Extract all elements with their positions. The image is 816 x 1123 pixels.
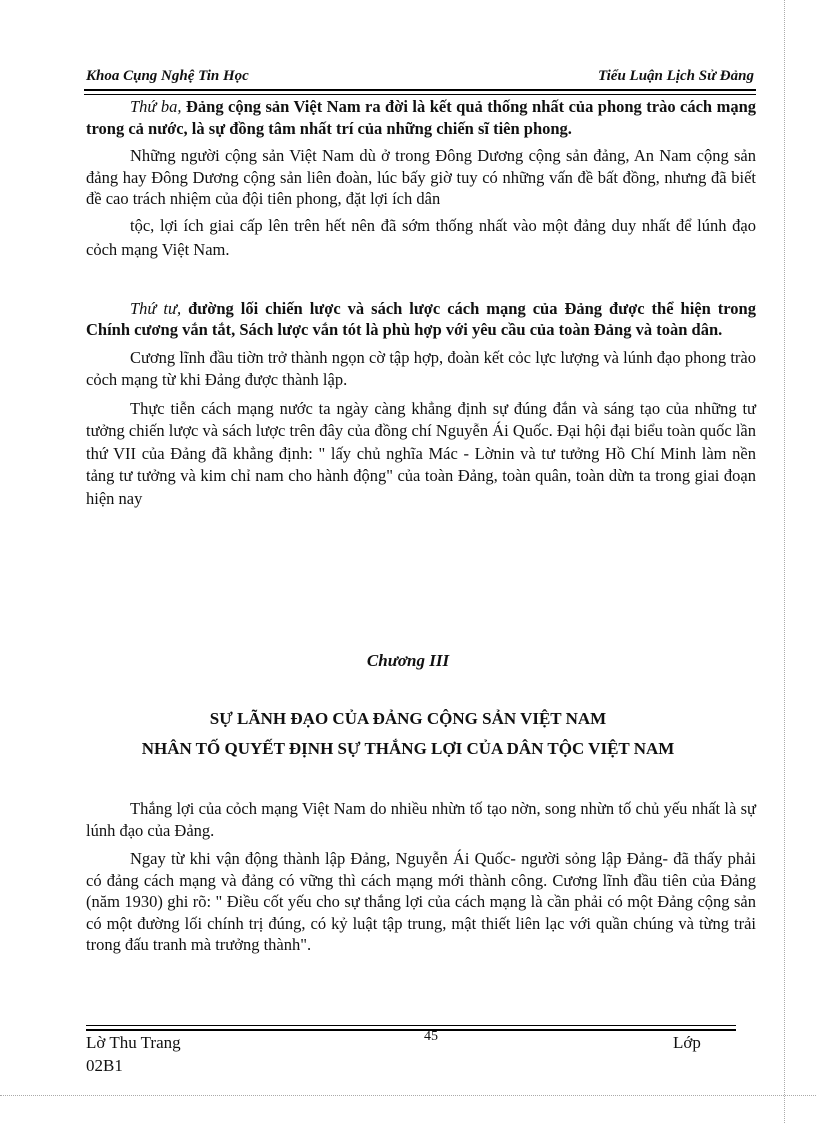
- body-section-bottom: [86, 798, 756, 956]
- footer-author: Lờ Thu Trang: [86, 1033, 181, 1052]
- crop-guide-horizontal: [0, 1095, 816, 1096]
- header-rule-thin: [84, 94, 756, 95]
- paragraph-thu-tu: [86, 298, 756, 341]
- paragraph-lead: Thứ tư,: [130, 298, 182, 318]
- body-section-top: [86, 96, 756, 510]
- header-faculty: Khoa Cụng Nghệ Tin Học: [86, 68, 249, 84]
- paragraph-bold-text: đường lối chiến lược và sách lược cách mạng của Đảng được thể hiện trong Chính cương vắn tắt, Sách lược vắn tót là phù hợp với yêu cầu của toàn Đảng và toàn dân.: [86, 298, 756, 339]
- paragraph-continued: tộc, lợi ích giai cấp lên trên hết nên đã sớm thống nhất vào một đảng duy nhất để lúnh đạo cỏch mạng Việt Nam.: [86, 215, 756, 259]
- paragraph: Thắng lợi của cỏch mạng Việt Nam do nhiều nhừn tố tạo nờn, song nhừn tố chủ yếu nhất là sự lúnh đạo của Đảng.: [86, 799, 756, 840]
- paragraph-lead: Thứ ba,: [130, 97, 182, 116]
- chapter-title-line-2: NHÂN TỐ QUYẾT ĐỊNH SỰ THẮNG LỢI CỦA DÂN TỘC VIỆT NAM: [141, 739, 675, 758]
- page-number: 45: [424, 1029, 438, 1044]
- paragraph: Những người cộng sản Việt Nam dù ở trong Đông Dương cộng sản đảng, An Nam cộng sản đảng hay Đông Dương cộng sản liên đoàn, lúc bấy giờ tuy có những vấn đề bất đồng, nhưng đã biết đề cao trách nhiệm của đội tiên phong, đặt lợi ích dân: [86, 146, 756, 208]
- paragraph: Cương lĩnh đầu tiờn trở thành ngọn cờ tập hợp, đoàn kết cỏc lực lượng và lúnh đạo phong trào cỏch mạng từ khi Đảng được thành lập.: [86, 347, 756, 389]
- footer-rule-thin: [86, 1025, 736, 1026]
- footer-class-code: 02B1: [86, 1056, 123, 1075]
- crop-guide-vertical: [784, 0, 785, 1123]
- paragraph-bold-text: Đảng cộng sản Việt Nam ra đời là kết quả thống nhất của phong trào cách mạng trong cả nước, là sự đồng tâm nhất trí của những chiến sĩ tiên phong.: [86, 97, 756, 138]
- paragraph: Ngay từ khi vận động thành lập Đảng, Nguyễn Ái Quốc- người sỏng lập Đảng- đã thấy phải có đảng cách mạng và đảng có vững thì cách mạng mới thành công. Cương lĩnh đầu tiên của Đảng (năm 1930) ghi rõ: " Điều cốt yếu cho sự thắng lợi của cách mạng là cần phải có một Đảng cộng sản có một đường lối chính trị đúng, có kỷ luật tập trung, mật thiết liên lạc với quần chúng và từng trải trong đấu tranh mà trưởng thành".: [86, 849, 756, 954]
- paragraph: Thực tiễn cách mạng nước ta ngày càng khẳng định sự đúng đắn và sáng tạo của những tư tưởng chiến lược và sách lược trên đây của đồng chí Nguyễn Ái Quốc. Đại hội đại biểu toàn quốc lần thứ VII của Đảng đã khẳng định: " lấy chủ nghĩa Mác - Lờnin và tư tưởng Hồ Chí Minh làm nền tảng tư tưởng và kim chỉ nam cho hành động" của toàn Đảng, toàn quân, toàn dừn ta trong giai đoạn hiện nay: [86, 398, 756, 508]
- paragraph-thu-ba: [86, 96, 756, 139]
- footer-rule-thick: [86, 1029, 736, 1031]
- header-document-title: Tiểu Luận Lịch Sử Đảng: [598, 68, 754, 84]
- header-rule-thick: [84, 89, 756, 91]
- chapter-title-line-1: SỰ LÃNH ĐẠO CỦA ĐẢNG CỘNG SẢN VIỆT NAM: [209, 709, 607, 728]
- footer-class-label: Lớp: [673, 1033, 701, 1052]
- chapter-label: Chương III: [366, 651, 450, 670]
